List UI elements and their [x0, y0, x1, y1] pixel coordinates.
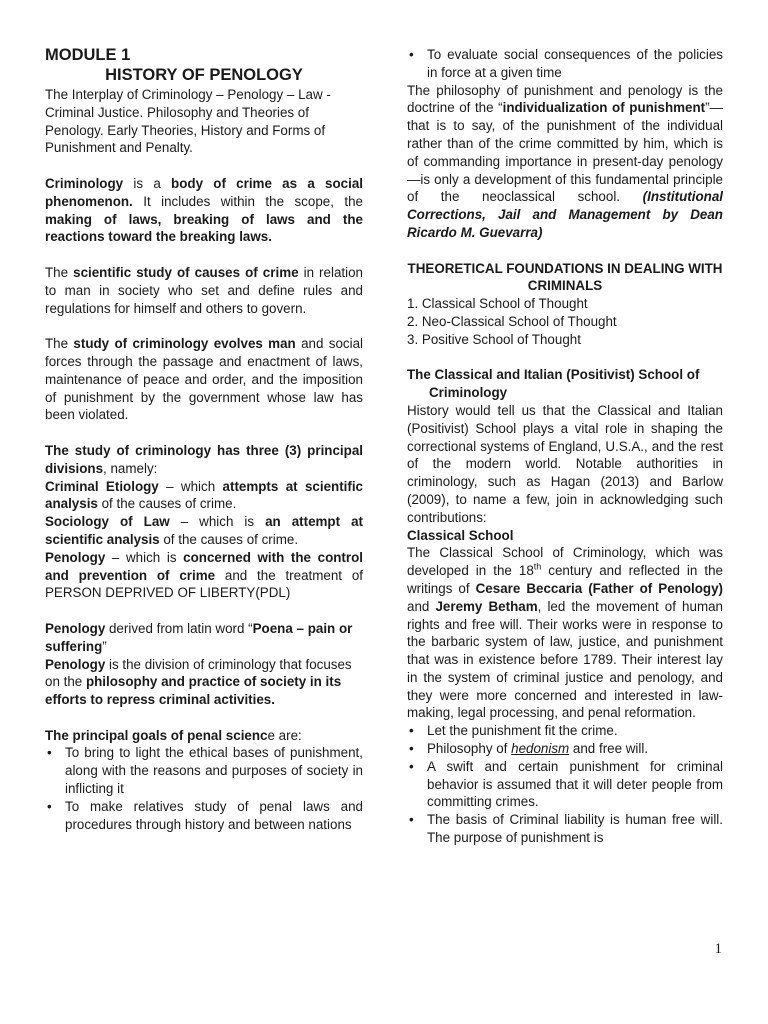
list-item: • To evaluate social consequences of the policies in force at a given time — [409, 47, 723, 80]
goals-list — [45, 744, 363, 833]
right-column — [407, 46, 723, 847]
classical-school-paragraph: The Classical School of Criminology, which was developed in the 18th century and reflected in the writings of Cesare Beccaria (Father of Penology) and Jeremy Betham, led the movement of human rights and free will. Their works were in response to the barbaric system of law, justice, and punishment that was in existence before 1789. Their interest lay in the system of criminal justice and penology, and they were more concerned and interested in law-making, legal processing, and penal reformation. — [407, 545, 724, 721]
classical-school-heading: Classical School — [407, 527, 514, 543]
list-item: • Philosophy of hedonism and free will. — [409, 741, 649, 757]
penology-definition: Penology is the division of criminology that focuses on the philosophy and practice of society in its efforts to repress criminal activities. — [45, 656, 352, 708]
classical-principles-list — [407, 722, 723, 847]
bullet-icon: • — [409, 758, 414, 774]
left-column — [45, 46, 363, 833]
schools-list — [407, 295, 723, 348]
penology-etymology: Penology derived from latin word “Poena – pain or suffering” — [45, 620, 353, 654]
division-sociology-of-law: Sociology of Law – which is an attempt at scientific analysis of the causes of crime. — [45, 514, 363, 547]
goals-heading: The principal goals of penal science are: — [45, 727, 302, 743]
criminology-definition: Criminology is a body of crime as a social phenomenon. It includes within the scope, the making of laws, breaking of laws and the reactions toward the breaking laws. — [45, 175, 363, 245]
citation: (Institutional Corrections, Jail and Management by Dean Ricardo M. Guevarra) — [407, 189, 723, 240]
list-item: • To bring to light the ethical bases of punishment, along with the reasons and purposes of society in inflicting it — [47, 745, 363, 797]
list-item: 1. Classical School of Thought — [407, 296, 588, 312]
page-number: 1 — [714, 941, 722, 957]
theoretical-foundations-heading: THEORETICAL FOUNDATIONS IN DEALING WITH CRIMINALS — [407, 260, 723, 294]
intro-paragraph: The Interplay of Criminology – Penology – Law - Criminal Justice. Philosophy and Theories of Penology. Early Theories, History and Forms of Punishment and Penalty. — [45, 87, 331, 156]
bullet-icon: • — [409, 723, 414, 739]
classical-italian-heading: The Classical and Italian (Positivist) School of Criminology — [407, 367, 700, 401]
history-paragraph: History would tell us that the Classical and Italian (Positivist) School plays a vital role in shaping the correctional systems of England, U.S.A., and the rest of the modern world. Notable authorities in criminology, such as Hagan (2013) and Barlow (2009), to name a few, join in acknowledging such contributions: — [407, 402, 723, 525]
divisions-intro: The study of criminology has three (3) principal divisions, namely: — [45, 442, 363, 476]
division-penology: Penology – which is concerned with the control and prevention of crime and the treatment of PERSON DEPRIVED OF LIBERTY(PDL) — [45, 549, 364, 601]
bullet-icon: • — [47, 798, 52, 814]
list-item: • To make relatives study of penal laws and procedures through history and between nations — [47, 798, 363, 832]
bullet-icon: • — [409, 741, 414, 757]
list-item: 3. Positive School of Thought — [407, 331, 581, 347]
study-evolves-paragraph: The study of criminology evolves man and social forces through the passage and enactment of laws, maintenance of peace and order, and the imposition of punishment by the government whose law has been violated. — [45, 336, 363, 423]
division-criminal-etiology: Criminal Etiology – which attempts at scientific analysis of the causes of crime. — [45, 478, 364, 512]
history-title: HISTORY OF PENOLOGY — [105, 66, 303, 84]
bullet-icon: • — [409, 812, 414, 828]
individualization-paragraph: The philosophy of punishment and penology is the doctrine of the “individualization of punishment”—that is to say, of the punishment of the individual rather than of the crime committed by him, which is of commanding importance in present-day penology—is only a development of this fundamental principle of the neoclassical school. (Institutional Corrections, Jail and Management by Dean Ricardo M. Guevarra) — [407, 82, 723, 240]
list-item: • A swift and certain punishment for criminal behavior is assumed that it will deter people from committing crimes. — [409, 758, 723, 810]
list-item: • Let the punishment fit the crime. — [409, 723, 618, 739]
list-item: 2. Neo-Classical School of Thought — [407, 313, 617, 329]
bullet-icon: • — [409, 47, 414, 62]
module-title: MODULE 1 — [45, 46, 131, 64]
goals-list-continued — [407, 46, 723, 82]
scientific-study-paragraph: The scientific study of causes of crime in relation to man in society who set and define rules and regulations for himself and others to govern. — [45, 264, 363, 316]
bullet-icon: • — [47, 745, 52, 761]
list-item: • The basis of Criminal liability is human free will. The purpose of punishment is — [409, 812, 723, 846]
